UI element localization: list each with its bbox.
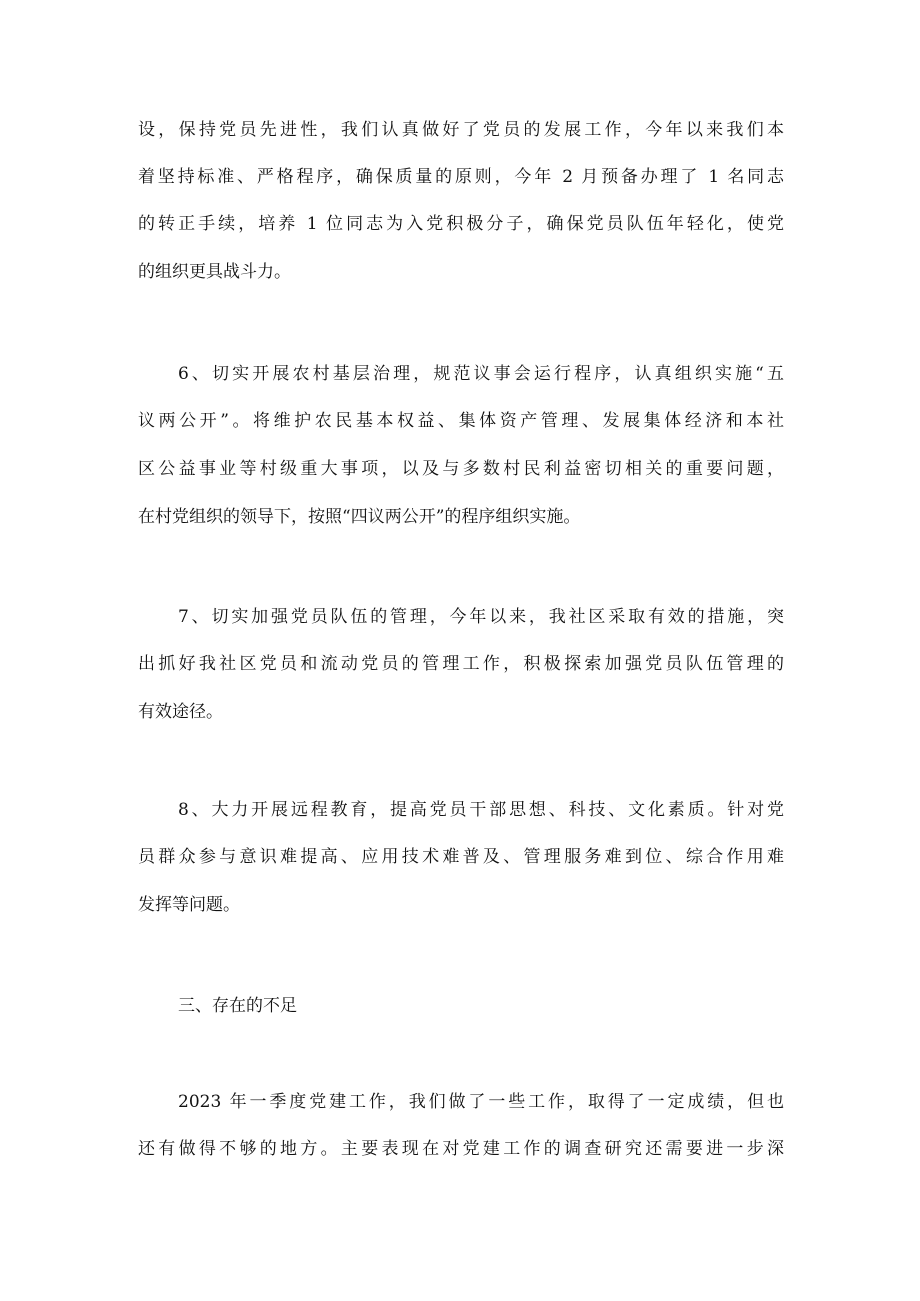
paragraph-6-line-1: 6、切实开展农村基层治理，规范议事会运行程序，认真组织实施“五 [178, 364, 784, 384]
paragraph-7-line-3: 有效途径。 [138, 702, 223, 722]
paragraph-6-line-2: 议两公开”。将维护农民基本权益、集体资产管理、发展集体经济和本社 [138, 411, 784, 431]
paragraph-5-line-2: 着坚持标准、严格程序，确保质量的原则，今年 2 月预备办理了 1 名同志 [138, 167, 784, 187]
section-3-paragraph-line-2: 还有做得不够的地方。主要表现在对党建工作的调查研究还需要进一步深 [138, 1139, 784, 1159]
paragraph-5-line-4: 的组织更具战斗力。 [138, 262, 291, 282]
paragraph-6-line-4: 在村党组织的领导下，按照“四议两公开”的程序组织实施。 [138, 507, 581, 527]
paragraph-8-line-1: 8、大力开展远程教育，提高党员干部思想、科技、文化素质。针对党 [178, 800, 784, 820]
paragraph-5-line-1: 设，保持党员先进性，我们认真做好了党员的发展工作，今年以来我们本 [138, 120, 784, 140]
paragraph-8-line-3: 发挥等问题。 [138, 895, 240, 915]
paragraph-7-line-2: 出抓好我社区党员和流动党员的管理工作，积极探索加强党员队伍管理的 [138, 654, 784, 674]
paragraph-7-line-1: 7、切实加强党员队伍的管理，今年以来，我社区采取有效的措施，突 [178, 607, 784, 627]
paragraph-6-line-3: 区公益事业等村级重大事项，以及与多数村民利益密切相关的重要问题， [138, 459, 784, 479]
paragraph-5-line-3: 的转正手续，培养 1 位同志为入党积极分子，确保党员队伍年轻化，使党 [138, 214, 784, 234]
section-heading-shortcomings: 三、存在的不足 [178, 996, 297, 1016]
section-3-paragraph-line-1: 2023 年一季度党建工作，我们做了一些工作，取得了一定成绩，但也 [178, 1092, 784, 1112]
paragraph-8-line-2: 员群众参与意识难提高、应用技术难普及、管理服务难到位、综合作用难 [138, 847, 784, 867]
